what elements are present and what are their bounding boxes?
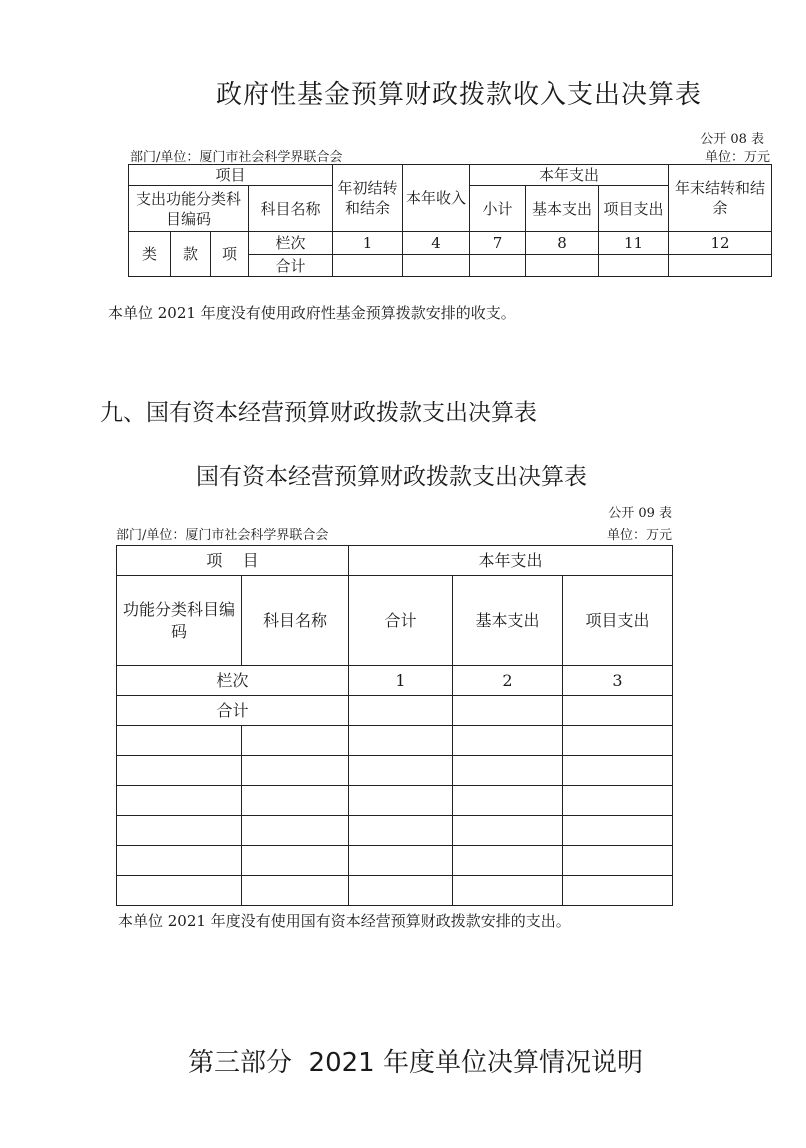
header-item: 项 目	[117, 546, 349, 576]
table08-unit-label: 单位：万元	[704, 150, 770, 165]
table-row	[117, 876, 673, 906]
table08-title: 政府性基金预算财政拨款收入支出决算表	[216, 80, 703, 110]
table09-dept-label: 部门/单位：厦门市社会科学界联合会	[116, 528, 329, 543]
header-lei: 类	[129, 232, 171, 277]
row-no-label: 栏次	[249, 232, 333, 255]
table-row	[117, 816, 673, 846]
table-row	[117, 726, 673, 756]
header-expense: 本年支出	[349, 546, 673, 576]
header-func-code: 功能分类科目编码	[117, 576, 242, 666]
table08-note: 本单位 2021 年度没有使用政府性基金预算拨款安排的收支。	[108, 304, 516, 322]
table-cell	[563, 696, 673, 726]
part3-title: 第三部分 2021 年度单位决算情况说明	[188, 1048, 643, 1078]
table-row	[117, 786, 673, 816]
table-cell	[349, 696, 453, 726]
col-number: 4	[403, 232, 470, 255]
header-subtotal: 小计	[470, 186, 526, 232]
table-row	[117, 846, 673, 876]
col-number: 3	[563, 666, 673, 696]
col-number: 1	[349, 666, 453, 696]
col-number: 7	[470, 232, 526, 255]
table-cell	[403, 255, 470, 277]
table-cell	[470, 255, 526, 277]
header-kuan: 款	[171, 232, 211, 277]
header-subject-name: 科目名称	[242, 576, 349, 666]
header-begin-balance: 年初结转和结余	[333, 165, 403, 232]
table-cell	[669, 255, 772, 277]
header-project: 项目支出	[563, 576, 673, 666]
col-number: 1	[333, 232, 403, 255]
header-basic: 基本支出	[453, 576, 563, 666]
section-heading: 九、国有资本经营预算财政拨款支出决算表	[100, 400, 537, 426]
header-basic: 基本支出	[526, 186, 599, 232]
row-no-label: 栏次	[117, 666, 349, 696]
header-total: 合计	[349, 576, 453, 666]
table08-dept-label: 部门/单位：厦门市社会科学界联合会	[130, 150, 343, 165]
total-label: 合计	[117, 696, 349, 726]
table-cell	[599, 255, 669, 277]
header-income: 本年收入	[403, 165, 470, 232]
table09-unit-label: 单位：万元	[606, 528, 672, 543]
table-cell	[526, 255, 599, 277]
col-number: 8	[526, 232, 599, 255]
header-xiang: 项	[211, 232, 249, 277]
header-expense: 本年支出	[470, 165, 669, 186]
table08	[128, 164, 772, 277]
total-label: 合计	[249, 255, 333, 277]
header-project: 项目支出	[599, 186, 669, 232]
table-cell	[333, 255, 403, 277]
table09-form-code: 公开 09 表	[608, 506, 672, 521]
header-item: 项目	[129, 165, 333, 186]
col-number: 11	[599, 232, 669, 255]
col-number: 12	[669, 232, 772, 255]
header-end-balance: 年末结转和结余	[669, 165, 772, 232]
table09	[116, 545, 673, 906]
table09-title: 国有资本经营预算财政拨款支出决算表	[196, 464, 587, 490]
header-subject-name: 科目名称	[249, 186, 333, 232]
col-number: 2	[453, 666, 563, 696]
table09-note: 本单位 2021 年度没有使用国有资本经营预算财政拨款安排的支出。	[118, 912, 571, 930]
table08-form-code: 公开 08 表	[700, 132, 764, 147]
table-row	[117, 756, 673, 786]
table-cell	[453, 696, 563, 726]
header-func-code: 支出功能分类科目编码	[129, 186, 249, 232]
